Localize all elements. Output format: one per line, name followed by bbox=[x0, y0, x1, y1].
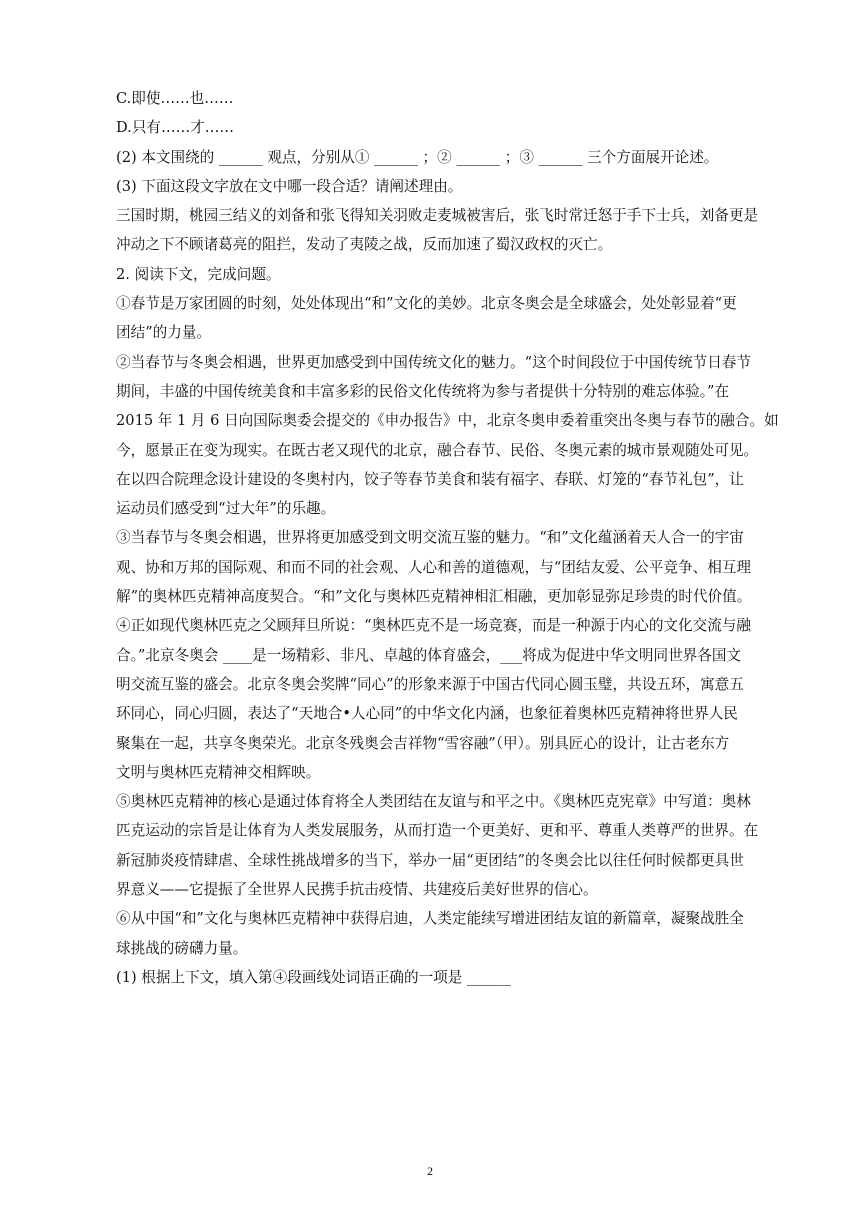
paragraph-line: ⑤奥林匹克精神的核心是通过体育将全人类团结在友谊与和平之中。《奥林匹克宪章》中写道：奥林 bbox=[116, 793, 751, 811]
paragraph-line: 明交流互鉴的盛会。北京冬奥会奖牌“同心”的形象来源于中国古代同心圆玉璧，共设五环，寓意五 bbox=[116, 675, 744, 693]
paragraph-line: 运动员们感受到“过大年”的乐趣。 bbox=[116, 500, 336, 518]
paragraph-line: 2015 年 1 月 6 日向国际奥委会提交的《申办报告》中，北京冬奥申委着重突出冬奥与春节的融合。如 bbox=[116, 412, 779, 430]
paragraph-line: 界意义——它提振了全世界人民携手抗击疫情、共建疫后美好世界的信心。 bbox=[116, 881, 598, 899]
paragraph-line: ①春节是万家团圆的时刻，处处体现出“和”文化的美妙。北京冬奥会是全球盛会，处处彰显着“更 bbox=[116, 295, 737, 313]
option-c: C.即使……也…… bbox=[116, 90, 234, 107]
option-d: D.只有……才…… bbox=[116, 119, 234, 137]
quoted-passage-line: 冲动之下不顾诸葛亮的阻拦，发动了夷陵之战，反而加速了蜀汉政权的灭亡。 bbox=[116, 236, 613, 254]
paragraph-line: 期间，丰盛的中国传统美食和丰富多彩的民俗文化传统将为参与者提供十分特别的难忘体验。”在 bbox=[116, 382, 730, 400]
paragraph-line: 观、协和万邦的国际观、和而不同的社会观、人心和善的道德观，与“团结友爱、公平竞争、相互理 bbox=[116, 558, 751, 576]
question-3: (3) 下面这段文字放在文中哪一段合适？请阐述理由。 bbox=[116, 177, 463, 195]
paragraph-line: 团结”的力量。 bbox=[116, 324, 212, 342]
paragraph-line: 环同心，同心归圆，表达了“天地合•人心同”的中华文化内涵，也象征着奥林匹克精神将世界人民 bbox=[116, 705, 738, 723]
document-body bbox=[116, 84, 806, 992]
paragraph-line: 解”的奥林匹克精神高度契合。“和”文化与奥林匹克精神相汇相融，更加彰显弥足珍贵的时代价值。 bbox=[116, 588, 752, 606]
paragraph-line: 文明与奥林匹克精神交相辉映。 bbox=[116, 763, 321, 781]
paragraph-line: 新冠肺炎疫情肆虐、全球性挑战增多的当下，举办一届“更团结”的冬奥会比以往任何时候都更具世 bbox=[116, 851, 744, 869]
paragraph-line: ④正如现代奥林匹克之父顾拜旦所说：“奥林匹克不是一场竞赛，而是一种源于内心的文化交流与融 bbox=[116, 617, 751, 635]
question-1: (1) 根据上下文，填入第④段画线处词语正确的一项是 ______ bbox=[116, 968, 511, 986]
question-2: (2) 本文围绕的 ______ 观点，分别从① ______ ；② ______ ；③ ______ 三个方面展开论述。 bbox=[116, 148, 719, 166]
paragraph-line: 球挑战的磅礴力量。 bbox=[116, 939, 248, 957]
section-heading: 2. 阅读下文，完成问题。 bbox=[116, 265, 281, 283]
paragraph-line: ②当春节与冬奥会相遇，世界更加感受到中国传统文化的魅力。“这个时间段位于中国传统节日春节 bbox=[116, 353, 751, 371]
quoted-passage-line: 三国时期，桃园三结义的刘备和张飞得知关羽败走麦城被害后，张飞时常迁怒于手下士兵，刘备更是 bbox=[116, 207, 759, 225]
paragraph-line: 在以四合院理念设计建设的冬奥村内，饺子等春节美食和装有福字、春联、灯笼的“春节礼包”，让 bbox=[116, 470, 744, 488]
paragraph-line: ③当春节与冬奥会相遇，世界将更加感受到文明交流互鉴的魅力。“和”文化蕴涵着天人合一的宇宙 bbox=[116, 529, 744, 547]
paragraph-line: 合。”北京冬奥会 ____是一场精彩、非凡、卓越的体育盛会，___将成为促进中华文明同世界各国文 bbox=[116, 646, 742, 664]
paragraph-line: 聚集在一起，共享冬奥荣光。北京冬残奥会吉祥物“雪容融”（甲）。别具匠心的设计，让古老东方 bbox=[116, 734, 730, 752]
paragraph-line: 匹克运动的宗旨是让体育为人类发展服务，从而打造一个更美好、更和平、尊重人类尊严的世界。在 bbox=[116, 822, 759, 840]
page-number: 2 bbox=[427, 1164, 433, 1178]
paragraph-line: 今，愿景正在变为现实。在既古老又现代的北京，融合春节、民俗、冬奥元素的城市景观随处可见。 bbox=[116, 441, 759, 459]
paragraph-line: ⑥从中国“和”文化与奥林匹克精神中获得启迪，人类定能续写增进团结友谊的新篇章，凝聚战胜全 bbox=[116, 910, 744, 928]
